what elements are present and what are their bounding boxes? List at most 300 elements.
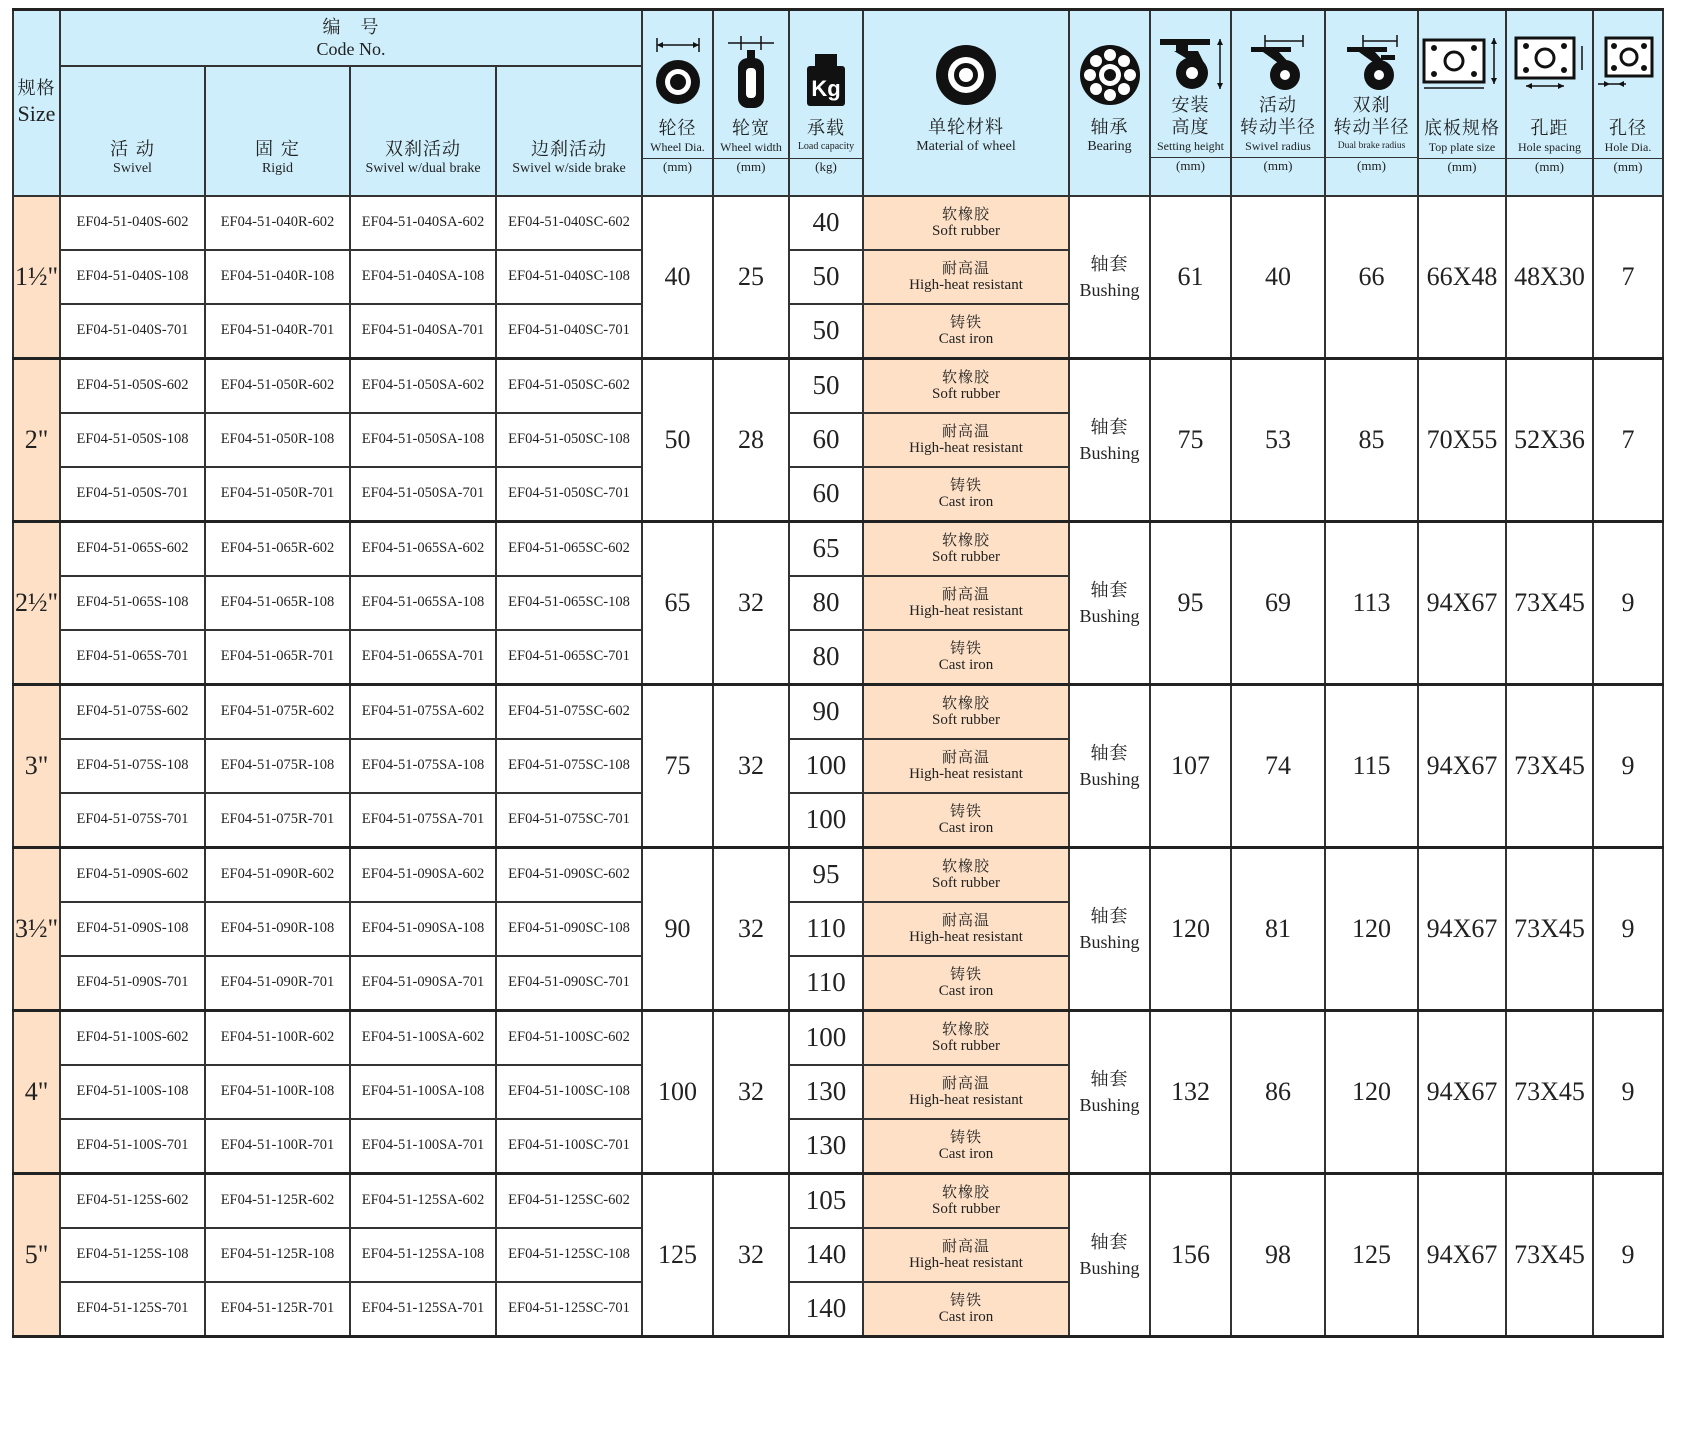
code-cell: EF04-51-125S-602: [60, 1173, 205, 1228]
code-cell: EF04-51-040R-602: [205, 196, 350, 250]
material-cell: [863, 847, 1069, 902]
material-en: High-heat resistant: [909, 1091, 1023, 1108]
material-cell: [863, 576, 1069, 630]
code-cell: EF04-51-040S-602: [60, 196, 205, 250]
bearing-zh: 轴套: [1090, 1068, 1129, 1090]
material-en: Cast iron: [938, 819, 994, 836]
setting-height-cell: 95: [1150, 521, 1231, 684]
swivel-radius-cell: 98: [1231, 1173, 1325, 1336]
wheel-dia-cell: 40: [642, 196, 713, 359]
code-cell: EF04-51-065SC-108: [496, 576, 642, 630]
code-cell: EF04-51-065R-108: [205, 576, 350, 630]
code-cell: EF04-51-090SC-108: [496, 902, 642, 956]
material-en: Cast iron: [938, 493, 994, 510]
code-cell: EF04-51-125R-701: [205, 1282, 350, 1337]
code-cell: EF04-51-040SA-701: [350, 304, 496, 359]
size-cell: 1½": [13, 196, 60, 359]
code-header: [60, 10, 642, 66]
dual-radius-cell: 120: [1325, 1010, 1418, 1173]
bearing-en: Bushing: [1079, 279, 1140, 300]
bearing-en: Bearing: [1087, 138, 1132, 154]
bearing-zh: 轴套: [1090, 742, 1129, 764]
top-plate-cell: 94X67: [1418, 1173, 1506, 1336]
dual-radius-cell: 115: [1325, 684, 1418, 847]
material-en: Soft rubber: [932, 548, 1000, 565]
swivel-header: [60, 66, 205, 196]
bearing-header: [1069, 10, 1150, 196]
material-cell: [863, 358, 1069, 413]
code-cell: EF04-51-050SA-602: [350, 358, 496, 413]
code-cell: EF04-51-100R-701: [205, 1119, 350, 1174]
material-cell: [863, 1228, 1069, 1282]
material-en: Material of wheel: [916, 138, 1016, 154]
load-cell: 105: [789, 1173, 863, 1228]
code-header-en: Code No.: [316, 38, 386, 59]
code-cell: EF04-51-075SA-602: [350, 684, 496, 739]
wheel-dia-cell: 75: [642, 684, 713, 847]
bearing-icon: [1075, 31, 1145, 111]
code-cell: EF04-51-100SA-108: [350, 1065, 496, 1119]
material-cell: [863, 1010, 1069, 1065]
wheel-width-cell: 25: [713, 196, 789, 359]
setting-height-icon: [1154, 33, 1228, 93]
hole-spacing-cell: 73X45: [1506, 1010, 1593, 1173]
size-cell: 3": [13, 684, 60, 847]
dual-radius-cell: 85: [1325, 358, 1418, 521]
material-cell: [863, 1173, 1069, 1228]
wheel-dia-cell: 90: [642, 847, 713, 1010]
side-zh: 边刹活动: [531, 138, 607, 160]
load-cell: 110: [789, 902, 863, 956]
code-cell: EF04-51-040S-108: [60, 250, 205, 304]
load-unit: (kg): [790, 158, 862, 174]
material-zh: 软橡胶: [941, 1182, 990, 1201]
dual-radius-zh1: 双刹: [1352, 94, 1391, 116]
dual-radius-en: Dual brake radius: [1337, 140, 1406, 151]
code-cell: EF04-51-050SC-108: [496, 413, 642, 467]
hole-dia-en: Hole Dia.: [1604, 139, 1652, 154]
material-zh: 耐高温: [941, 747, 990, 766]
material-cell: [863, 956, 1069, 1011]
code-cell: EF04-51-065SC-602: [496, 521, 642, 576]
code-cell: EF04-51-050SA-701: [350, 467, 496, 522]
size-cell: 3½": [13, 847, 60, 1010]
code-header-zh: 编 号: [322, 16, 380, 38]
material-zh: 软橡胶: [941, 530, 990, 549]
material-cell: [863, 630, 1069, 685]
code-cell: EF04-51-090SC-701: [496, 956, 642, 1011]
wheel-dia-cell: 100: [642, 1010, 713, 1173]
hole-spacing-en: Hole spacing: [1518, 139, 1581, 154]
hole-dia-cell: 9: [1593, 1010, 1663, 1173]
wheel-diameter-icon: [651, 32, 705, 112]
material-zh: 铸铁: [949, 475, 982, 494]
bearing-en: Bushing: [1079, 1094, 1140, 1115]
swivel-radius-cell: 81: [1231, 847, 1325, 1010]
material-en: High-heat resistant: [909, 765, 1023, 782]
code-cell: EF04-51-050SC-602: [496, 358, 642, 413]
code-cell: EF04-51-100SA-602: [350, 1010, 496, 1065]
code-cell: EF04-51-065SC-701: [496, 630, 642, 685]
material-header: [863, 10, 1069, 196]
hole-dia-cell: 9: [1593, 847, 1663, 1010]
setting-height-cell: 75: [1150, 358, 1231, 521]
bearing-cell: [1069, 684, 1150, 847]
code-cell: EF04-51-065SA-108: [350, 576, 496, 630]
bearing-cell: [1069, 1010, 1150, 1173]
code-cell: EF04-51-125SA-602: [350, 1173, 496, 1228]
top-plate-unit: (mm): [1419, 158, 1505, 174]
swivel-radius-cell: 69: [1231, 521, 1325, 684]
swivel-radius-cell: 86: [1231, 1010, 1325, 1173]
code-cell: EF04-51-090SC-602: [496, 847, 642, 902]
code-cell: EF04-51-040R-108: [205, 250, 350, 304]
setting-height-cell: 107: [1150, 684, 1231, 847]
hole-dia-cell: 9: [1593, 1173, 1663, 1336]
material-cell: [863, 304, 1069, 359]
swivel-radius-en: Swivel radius: [1245, 138, 1311, 153]
wheel-width-cell: 32: [713, 1010, 789, 1173]
table-row: [13, 521, 1663, 576]
code-cell: EF04-51-065SA-701: [350, 630, 496, 685]
material-zh: 耐高温: [941, 1236, 990, 1255]
size-cell: 4": [13, 1010, 60, 1173]
material-cell: [863, 413, 1069, 467]
material-cell: [863, 467, 1069, 522]
code-cell: EF04-51-125SC-602: [496, 1173, 642, 1228]
top-plate-header: [1418, 10, 1506, 196]
top-plate-cell: 66X48: [1418, 196, 1506, 359]
load-cell: 130: [789, 1119, 863, 1174]
material-cell: [863, 684, 1069, 739]
code-cell: EF04-51-100S-602: [60, 1010, 205, 1065]
code-cell: EF04-51-100SC-701: [496, 1119, 642, 1174]
code-cell: EF04-51-075R-602: [205, 684, 350, 739]
wheel-width-cell: 32: [713, 684, 789, 847]
setting-height-cell: 156: [1150, 1173, 1231, 1336]
load-cell: 140: [789, 1228, 863, 1282]
table-row: [13, 684, 1663, 739]
swivel-en: Swivel: [113, 160, 152, 176]
setting-height-cell: 61: [1150, 196, 1231, 359]
wheel-width-cell: 32: [713, 847, 789, 1010]
wheel-width-zh: 轮宽: [732, 117, 770, 139]
material-en: Soft rubber: [932, 1037, 1000, 1054]
dual-radius-header: [1325, 10, 1418, 196]
code-cell: EF04-51-075R-108: [205, 739, 350, 793]
code-cell: EF04-51-075R-701: [205, 793, 350, 848]
top-plate-cell: 94X67: [1418, 521, 1506, 684]
material-en: Soft rubber: [932, 711, 1000, 728]
load-zh: 承载: [807, 117, 845, 139]
material-en: High-heat resistant: [909, 439, 1023, 456]
material-cell: [863, 250, 1069, 304]
load-cell: 65: [789, 521, 863, 576]
load-cell: 140: [789, 1282, 863, 1337]
setting-height-cell: 120: [1150, 847, 1231, 1010]
code-cell: EF04-51-090R-602: [205, 847, 350, 902]
material-en: Soft rubber: [932, 385, 1000, 402]
material-en: Soft rubber: [932, 1200, 1000, 1217]
wheel-dia-header: [642, 10, 713, 196]
hole-spacing-cell: 73X45: [1506, 1173, 1593, 1336]
top-plate-cell: 94X67: [1418, 847, 1506, 1010]
hole-spacing-cell: 52X36: [1506, 358, 1593, 521]
material-zh: 耐高温: [941, 584, 990, 603]
bearing-en: Bushing: [1079, 605, 1140, 626]
material-en: Soft rubber: [932, 874, 1000, 891]
size-cell: 5": [13, 1173, 60, 1336]
code-cell: EF04-51-065R-602: [205, 521, 350, 576]
code-cell: EF04-51-065SA-602: [350, 521, 496, 576]
code-cell: EF04-51-090SA-701: [350, 956, 496, 1011]
hole-dia-cell: 9: [1593, 521, 1663, 684]
material-en: Cast iron: [938, 1145, 994, 1162]
material-cell: [863, 1065, 1069, 1119]
load-cell: 100: [789, 1010, 863, 1065]
load-cell: 110: [789, 956, 863, 1011]
code-cell: EF04-51-090R-108: [205, 902, 350, 956]
load-cell: 50: [789, 250, 863, 304]
table-row: [13, 1010, 1663, 1065]
kg-icon-label: Kg: [811, 75, 841, 101]
material-en: High-heat resistant: [909, 602, 1023, 619]
code-cell: EF04-51-040SC-701: [496, 304, 642, 359]
code-cell: EF04-51-125SA-701: [350, 1282, 496, 1337]
setting-zh1: 安装: [1171, 94, 1210, 116]
code-cell: EF04-51-050S-108: [60, 413, 205, 467]
bearing-zh: 轴套: [1090, 1231, 1129, 1253]
top-plate-cell: 94X67: [1418, 1010, 1506, 1173]
code-cell: EF04-51-075SC-108: [496, 739, 642, 793]
wheel-width-icon: [724, 32, 778, 112]
code-cell: EF04-51-125SA-108: [350, 1228, 496, 1282]
code-cell: EF04-51-040SC-108: [496, 250, 642, 304]
setting-en: Setting height: [1157, 138, 1224, 153]
code-cell: EF04-51-050R-701: [205, 467, 350, 522]
material-zh: 软橡胶: [941, 367, 990, 386]
code-cell: EF04-51-065S-108: [60, 576, 205, 630]
code-cell: EF04-51-090S-602: [60, 847, 205, 902]
weight-kg-icon: [799, 32, 853, 112]
code-cell: EF04-51-075SC-602: [496, 684, 642, 739]
code-cell: EF04-51-065R-701: [205, 630, 350, 685]
material-cell: [863, 739, 1069, 793]
material-zh: 单轮材料: [928, 116, 1004, 138]
spec-sheet: [12, 8, 1664, 1338]
top-plate-zh: 底板规格: [1424, 117, 1500, 139]
bearing-en: Bushing: [1079, 442, 1140, 463]
load-header: [789, 10, 863, 196]
material-cell: [863, 793, 1069, 848]
hole-spacing-cell: 73X45: [1506, 847, 1593, 1010]
load-cell: 95: [789, 847, 863, 902]
code-cell: EF04-51-050S-602: [60, 358, 205, 413]
hole-dia-header: [1593, 10, 1663, 196]
load-cell: 90: [789, 684, 863, 739]
hole-spacing-zh: 孔距: [1530, 117, 1569, 139]
top-plate-en: Top plate size: [1428, 139, 1496, 154]
code-cell: EF04-51-040SA-602: [350, 196, 496, 250]
swivel-radius-unit: (mm): [1232, 157, 1324, 173]
material-zh: 软橡胶: [941, 856, 990, 875]
wheel-dia-cell: 50: [642, 358, 713, 521]
code-cell: EF04-51-050R-602: [205, 358, 350, 413]
code-cell: EF04-51-100S-701: [60, 1119, 205, 1174]
swivel-radius-icon: [1241, 33, 1315, 93]
material-cell: [863, 1282, 1069, 1337]
code-cell: EF04-51-065S-701: [60, 630, 205, 685]
dual-brake-radius-icon: [1335, 33, 1409, 93]
code-cell: EF04-51-100SC-602: [496, 1010, 642, 1065]
material-en: High-heat resistant: [909, 928, 1023, 945]
rigid-en: Rigid: [261, 160, 294, 176]
code-cell: EF04-51-050S-701: [60, 467, 205, 522]
wheel-dia-zh: 轮径: [658, 117, 697, 139]
wheel-dia-en: Wheel Dia.: [650, 139, 705, 154]
material-zh: 耐高温: [941, 1073, 990, 1092]
dual-radius-cell: 125: [1325, 1173, 1418, 1336]
code-cell: EF04-51-090SA-602: [350, 847, 496, 902]
size-cell: 2": [13, 358, 60, 521]
material-zh: 铸铁: [949, 312, 982, 331]
material-en: High-heat resistant: [909, 276, 1023, 293]
material-zh: 铸铁: [949, 964, 982, 983]
code-cell: EF04-51-125SC-701: [496, 1282, 642, 1337]
wheel-width-en: Wheel width: [720, 139, 782, 154]
code-cell: EF04-51-090SA-108: [350, 902, 496, 956]
code-cell: EF04-51-075SC-701: [496, 793, 642, 848]
material-zh: 软橡胶: [941, 204, 990, 223]
load-cell: 60: [789, 413, 863, 467]
code-cell: EF04-51-100S-108: [60, 1065, 205, 1119]
hole-spacing-header: [1506, 10, 1593, 196]
setting-unit: (mm): [1151, 157, 1230, 173]
wheel-material-icon: [926, 31, 1006, 111]
code-cell: EF04-51-040SA-108: [350, 250, 496, 304]
hole-dia-unit: (mm): [1594, 158, 1662, 174]
hole-spacing-cell: 48X30: [1506, 196, 1593, 359]
hole-spacing-icon: [1510, 32, 1590, 92]
code-cell: EF04-51-075SA-701: [350, 793, 496, 848]
side-brake-header: [496, 66, 642, 196]
dual-radius-cell: 120: [1325, 847, 1418, 1010]
setting-height-header: [1150, 10, 1231, 196]
code-cell: EF04-51-125S-108: [60, 1228, 205, 1282]
material-en: Cast iron: [938, 330, 994, 347]
code-cell: EF04-51-100R-602: [205, 1010, 350, 1065]
bearing-zh: 轴套: [1090, 579, 1129, 601]
dual-zh: 双刹活动: [385, 138, 461, 160]
bearing-cell: [1069, 521, 1150, 684]
wheel-dia-unit: (mm): [643, 158, 712, 174]
load-cell: 80: [789, 630, 863, 685]
code-cell: EF04-51-100SC-108: [496, 1065, 642, 1119]
material-zh: 耐高温: [941, 421, 990, 440]
load-cell: 100: [789, 793, 863, 848]
table-row: [13, 196, 1663, 250]
material-zh: 耐高温: [941, 258, 990, 277]
top-plate-cell: 70X55: [1418, 358, 1506, 521]
hole-dia-zh: 孔径: [1609, 117, 1647, 139]
code-cell: EF04-51-125R-602: [205, 1173, 350, 1228]
bearing-zh: 轴套: [1090, 905, 1129, 927]
swivel-radius-cell: 53: [1231, 358, 1325, 521]
code-cell: EF04-51-040R-701: [205, 304, 350, 359]
material-zh: 铸铁: [949, 801, 982, 820]
bearing-zh: 轴承: [1090, 116, 1129, 138]
hole-dia-cell: 7: [1593, 196, 1663, 359]
bearing-cell: [1069, 358, 1150, 521]
table-row: [13, 1173, 1663, 1228]
bearing-en: Bushing: [1079, 1257, 1140, 1278]
hole-spacing-cell: 73X45: [1506, 521, 1593, 684]
load-cell: 80: [789, 576, 863, 630]
wheel-width-cell: 28: [713, 358, 789, 521]
rigid-header: [205, 66, 350, 196]
size-header-zh: 规格: [17, 77, 56, 99]
material-cell: [863, 902, 1069, 956]
setting-zh2: 高度: [1171, 116, 1210, 138]
material-cell: [863, 521, 1069, 576]
bearing-cell: [1069, 196, 1150, 359]
load-cell: 130: [789, 1065, 863, 1119]
material-zh: 软橡胶: [941, 1019, 990, 1038]
bearing-zh: 轴套: [1090, 253, 1129, 275]
code-cell: EF04-51-075S-602: [60, 684, 205, 739]
material-en: Cast iron: [938, 656, 994, 673]
material-cell: [863, 196, 1069, 250]
material-en: Soft rubber: [932, 222, 1000, 239]
material-zh: 铸铁: [949, 1127, 982, 1146]
code-cell: EF04-51-075S-701: [60, 793, 205, 848]
material-en: Cast iron: [938, 1308, 994, 1325]
bearing-en: Bushing: [1079, 768, 1140, 789]
code-cell: EF04-51-050SC-701: [496, 467, 642, 522]
material-en: High-heat resistant: [909, 1254, 1023, 1271]
code-cell: EF04-51-125S-701: [60, 1282, 205, 1337]
code-cell: EF04-51-100SA-701: [350, 1119, 496, 1174]
code-cell: EF04-51-050SA-108: [350, 413, 496, 467]
hole-dia-cell: 7: [1593, 358, 1663, 521]
code-cell: EF04-51-090R-701: [205, 956, 350, 1011]
wheel-dia-cell: 65: [642, 521, 713, 684]
rigid-zh: 固 定: [255, 138, 300, 160]
material-zh: 耐高温: [941, 910, 990, 929]
swivel-zh: 活 动: [110, 138, 155, 160]
load-cell: 50: [789, 304, 863, 359]
table-row: [13, 358, 1663, 413]
code-cell: EF04-51-090S-108: [60, 902, 205, 956]
swivel-radius-zh2: 转动半径: [1240, 116, 1316, 138]
code-cell: EF04-51-090S-701: [60, 956, 205, 1011]
load-cell: 60: [789, 467, 863, 522]
dual-radius-cell: 113: [1325, 521, 1418, 684]
code-cell: EF04-51-075SA-108: [350, 739, 496, 793]
load-cell: 100: [789, 739, 863, 793]
setting-height-cell: 132: [1150, 1010, 1231, 1173]
material-zh: 软橡胶: [941, 693, 990, 712]
top-plate-icon: [1420, 32, 1504, 92]
bearing-en: Bushing: [1079, 931, 1140, 952]
hole-dia-cell: 9: [1593, 684, 1663, 847]
hole-spacing-cell: 73X45: [1506, 684, 1593, 847]
dual-radius-unit: (mm): [1326, 157, 1417, 173]
swivel-radius-header: [1231, 10, 1325, 196]
table-row: [13, 847, 1663, 902]
dual-en: Swivel w/dual brake: [365, 160, 481, 176]
hole-diameter-icon: [1596, 32, 1660, 92]
